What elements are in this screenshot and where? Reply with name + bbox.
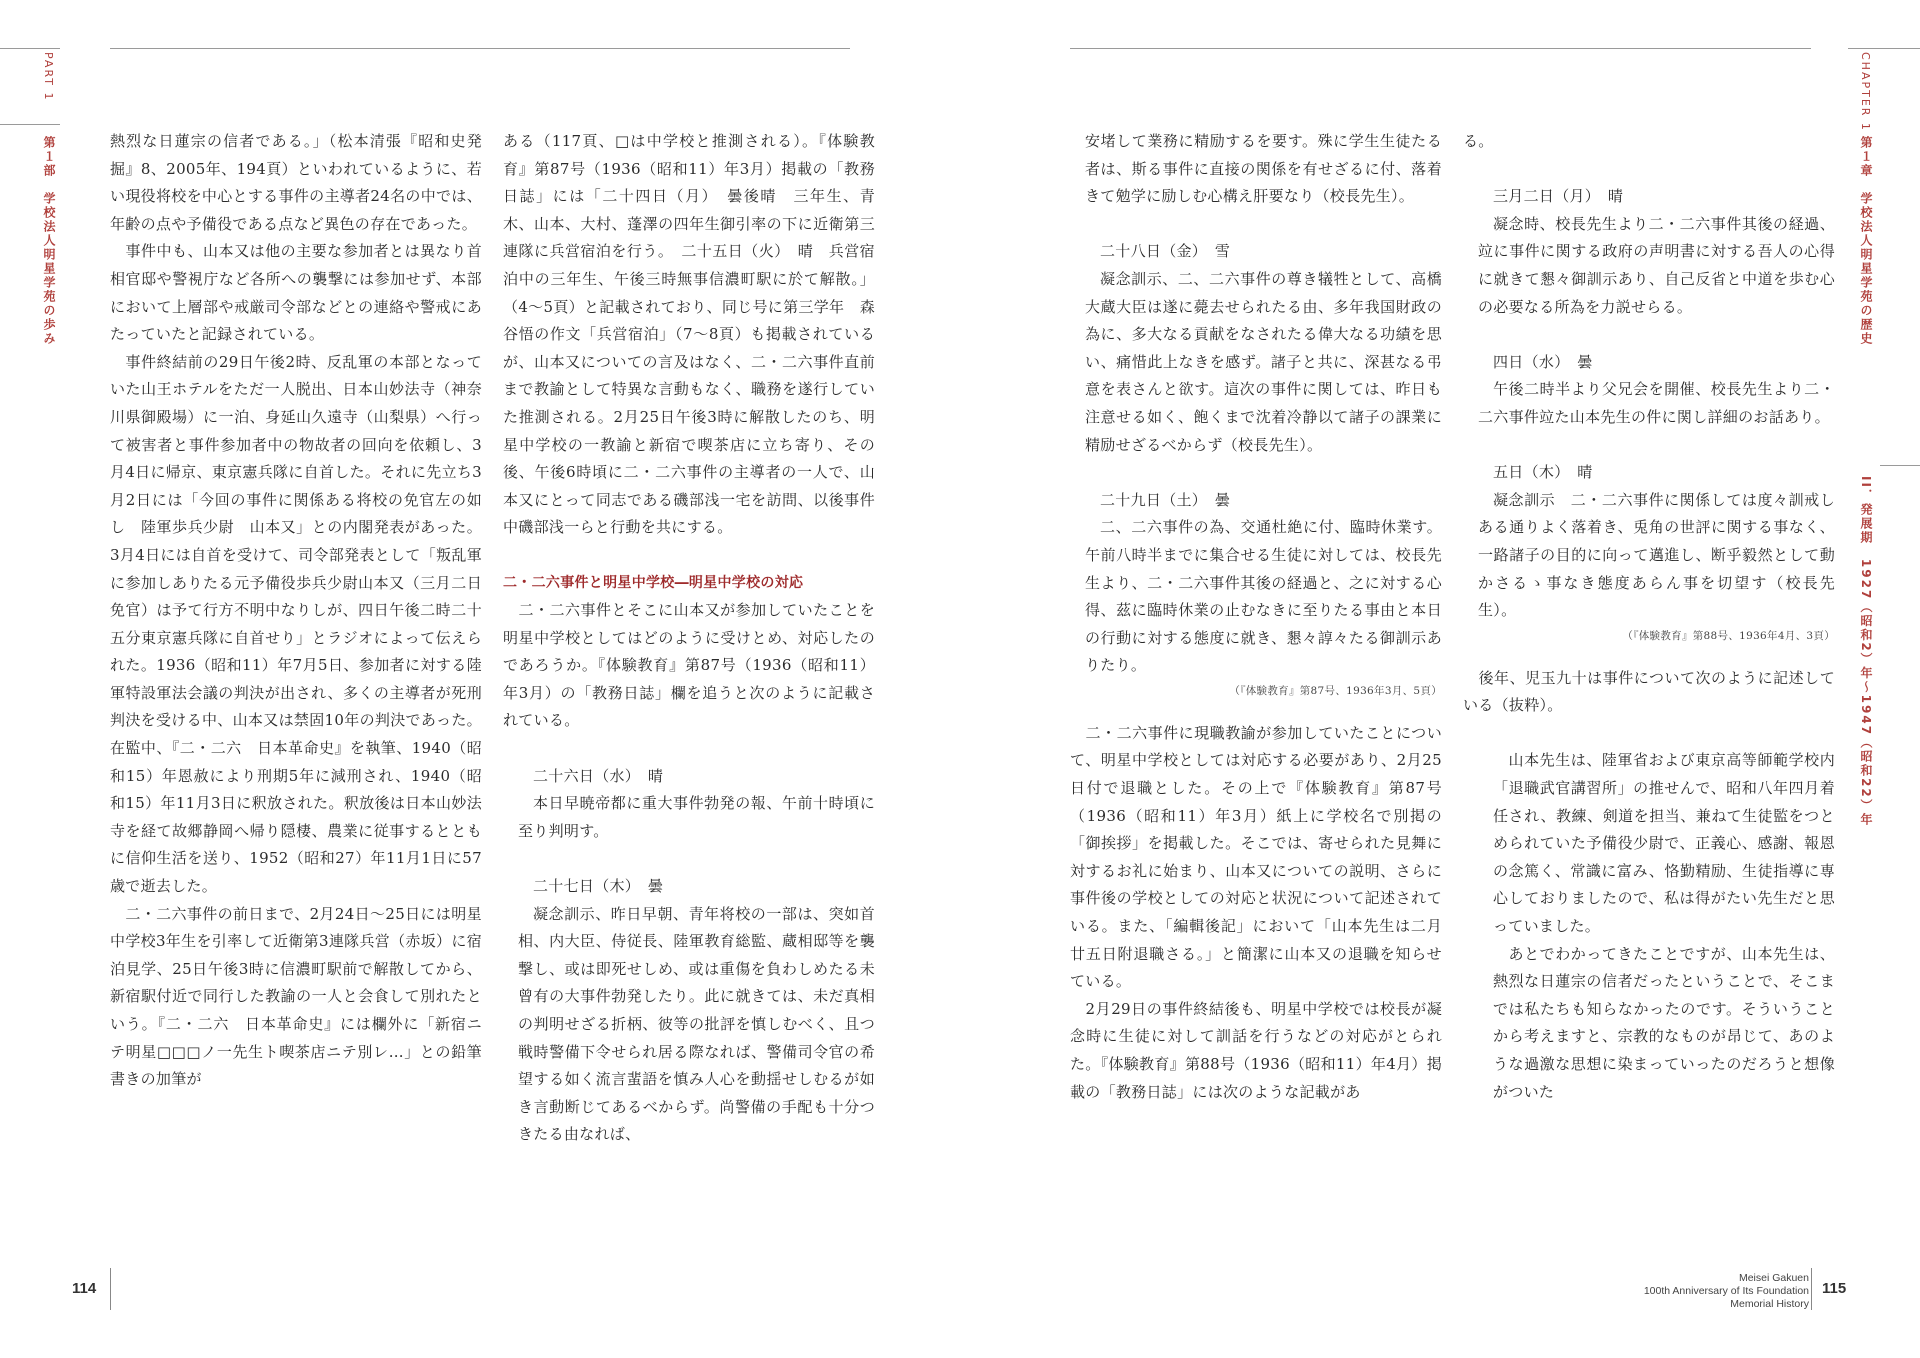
chapter-title: 第１章 学校法人明星学苑の歴史 (1859, 136, 1873, 346)
paragraph: 二・二六事件の前日まで、2月24日～25日には明星中学校3年生を引率して近衛第3連隊兵営（赤坂）に宿泊見学、25日午後3時に信濃町駅前で解散してから、新宿駅付近で同行した教諭の一人と会食して別れたという。『二・二六 日本革命史』には欄外に「新宿ニテ明星□□□ノ一先生ト喫茶店ニテ別レ…」との鉛筆書きの加筆が (110, 904, 482, 1089)
top-rule-left-margin (0, 48, 60, 49)
paragraph: 後年、児玉九十は事件について次のように記述している（抜粋）。 (1463, 668, 1835, 715)
page-number-divider-right (1811, 1268, 1812, 1310)
diary-entry: 二、二六事件の為、交通杜絶に付、臨時休業す。午前八時半までに集合せる生徒に対しては、校長先生より、二・二六事件其後の経過と、之に対する心得、茲に臨時休業の止むなきに至りたる事由と本日の行動に対する態度に就き、懇々諄々たる御訓示ありたり。 (1085, 518, 1442, 675)
diary-date: 二十六日（水） 晴 (533, 766, 664, 785)
page-right-column-2 (1463, 128, 1835, 1106)
section-heading: 二・二六事件と明星中学校―明星中学校の対応 (503, 574, 804, 591)
paragraph: 事件中も、山本又は他の主要な参加者とは異なり首相官邸や警視庁など各所への襲撃には参加せず、本部において上層部や戒厳司令部などとの連絡や警戒にあたっていたと記録されている。 (110, 242, 482, 344)
paragraph: 二・二六事件に現職教諭が参加していたことについて、明星中学校としては対応する必要があり、2月25日付で退職とした。その上で『体験教育』第87号（1936（昭和11）年3月）紙上に学校名で別掲の「御挨拶」を掲載した。そこでは、寄せられた見舞に対するお礼に始まり、山本又についての説明、さらに事件後の学校としての対応と状況について記述されている。また、「編輯後記」において「山本先生は二月廿五日附退職さる。」と簡潔に山本又の退職を知らせている。 (1070, 723, 1442, 991)
diary-date: 五日（木） 晴 (1493, 463, 1593, 482)
top-rule-right-margin (1848, 48, 1920, 49)
source-citation: （『体験教育』第87号、1936年3月、5頁） (1229, 684, 1442, 697)
diary-entry: 安堵して業務に精励するを要す。殊に学生生徒たる者は、斯る事件に直接の関係を有せざるに付、落着きて勉学に励しむ心構え肝要なり（校長先生）。 (1085, 132, 1442, 206)
left-margin-divider (0, 124, 60, 125)
page-right-column-1 (1070, 128, 1442, 1106)
footer-line: Meisei Gakuen (1738, 1272, 1809, 1284)
diary-date: 二十七日（木） 曇 (533, 877, 664, 896)
page-left-column-1 (110, 128, 482, 1094)
page-number-divider-left (110, 1268, 111, 1310)
page-number-left: 114 (72, 1280, 97, 1297)
book-title-footer (1644, 1272, 1809, 1311)
source-citation: （『体験教育』第88号、1936年4月、3頁） (1622, 629, 1835, 642)
diary-entry: 凝念訓示、昨日早朝、青年将校の一部は、突如首相、内大臣、侍従長、陸軍教育総監、蔵相邸等を襲撃し、或は即死せしめ、或は重傷を負わしめたる未曾有の大事件勃発したり。此に就きては、未だ真相の判明せざる折柄、彼等の批評を慎しむべく、且つ戦時警備下令せられ居る際なれば、警備司令官の希望する如く流言蜚語を慎み人心を動揺せしむるが如き言動断じてあるべからず。尚警備の手配も十分つきたる由なれば、 (518, 904, 875, 1144)
diary-date: 二十九日（土） 曇 (1100, 490, 1231, 509)
paragraph: 二・二六事件とそこに山本又が参加していたことを明星中学校としてはどのように受けとめ、対応したのであろうか。『体験教育』第87号（1936（昭和11）年3月）の「教務日誌」欄を追うと次のように記載されている。 (503, 601, 875, 730)
block-quote: 山本先生は、陸軍省および東京高等師範学校内「退職武官講習所」の推せんで、昭和八年四月着任され、教練、剣道を担当、兼ねて生徒監をつとめられていた予備役少尉で、正義心、感謝、報恩の念篤く、常識に富み、恪勤精励、生徒指導に専心しておりましたので、私は得がたい先生だと思っていました。 (1493, 751, 1835, 936)
footer-line: Memorial History (1730, 1298, 1809, 1310)
page-number-right: 115 (1822, 1280, 1847, 1297)
diary-entry: 本日早暁帝都に重大事件勃発の報、午前十時頃に至り判明す。 (518, 794, 875, 840)
top-rule-left (110, 48, 850, 49)
paragraph: 事件終結前の29日午後2時、反乱軍の本部となっていた山王ホテルをただ一人脱出、日本山妙法寺（神奈川県御殿場）に一泊、身延山久遠寺（山梨県）へ行って被害者と事件参加者中の物故者の回向を依頼し、3月4日に帰京、東京憲兵隊に自首した。それに先立ち3月2日には「今回の事件に関係ある将校の免官左の如し 陸軍歩兵少尉 山本又」との内閣発表があった。3月4日には自首を受けて、司令部発表として「叛乱軍に参加しありたる元予備役歩兵少尉山本又（三月二日免官）は予て行方不明中なりしが、四日午後二時二十五分東京憲兵隊に自首せり」とラジオによって伝えられた。1936（昭和11）年7月5日、参加者に対する陸軍特設軍法会議の判決が出され、多くの主導者が死刑判決を受ける中、山本又は禁固10年の判決であった。在監中、『二・二六 日本革命史』を執筆、1940（昭和15）年恩赦により刑期5年に減刑され、1940（昭和15）年11月3日に釈放された。釈放後は日本山妙法寺を経て故郷静岡へ帰り隠棲、農業に従事するとともに信仰生活を送り、1952（昭和27）年11月1日に57歳で逝去した。 (110, 352, 482, 896)
block-quote: あとでわかってきたことですが、山本先生は、熱烈な日蓮宗の信者だったということで、そこまでは私たちも知らなかったのです。そういうことから考えますと、宗教的なものが昂じて、あのような過激な思想に染まっていったのだろうと想像がついた (1493, 944, 1835, 1101)
diary-entry: 午後二時半より父兄会を開催、校長先生より二・二六事件竝た山本先生の件に関し詳細のお話あり。 (1478, 380, 1835, 426)
right-margin-divider (1880, 465, 1920, 466)
diary-date: 三月二日（月） 晴 (1493, 187, 1624, 206)
paragraph: 2月29日の事件終結後も、明星中学校では校長が凝念時に生徒に対して訓話を行うなどの対応がとられた。『体験教育』第88号（1936（昭和11）年4月）掲載の「教務日誌」には次のような記載があ (1070, 999, 1442, 1101)
top-rule-right (1070, 48, 1811, 49)
paragraph: ある（117頁、□は中学校と推測される）。『体験教育』第87号（1936（昭和11）年3月）掲載の「教務日誌」には「二十四日（月） 曇後晴 三年生、青木、山本、大村、蓬澤の四年生御引率の下に近衛第三連隊に兵営宿泊を行う。 二十五日（火） 晴 兵営宿泊中の三年生、午後三時無事信濃町駅に於て解散。」（4～5頁）と記載されており、同じ号に第三学年 森谷悟の作文「兵営宿泊」（7～8頁）も掲載されているが、山本又についての言及はなく、二・二六事件直前まで教諭として特異な言動もなく、職務を遂行していた推測される。2月25日午後3時に解散したのち、明星中学校の一教諭と新宿で喫茶店に立ち寄り、その後、午後6時頃に二・二六事件の主導者の一人で、山本又にとって同志である磯部浅一宅を訪問、以後事件中磯部浅一らと行動を共にする。 (503, 132, 875, 537)
footer-line: 100th Anniversary of Its Foundation (1643, 1285, 1809, 1297)
diary-entry: 凝念訓示、二、二六事件の尊き犠牲として、高橋大蔵大臣は遂に薨去せられたる由、多年我国財政の為に、多大なる貢献をなされたる偉大なる功績を思い、痛惜此上なきを感ず。諸子と共に、深甚なる弔意を表さんと欲す。這次の事件に関しては、昨日も注意せる如く、飽くまで沈着冷静以て諸子の課業に精励せざるべからず（校長先生）。 (1085, 269, 1442, 454)
part-title: 第１部 学校法人明星学苑の歩み (42, 136, 56, 346)
diary-entry: 凝念訓示 二・二六事件に関係しては度々訓戒しある通りよく落着き、兎角の世評に関する事なく、一路諸子の目的に向って邁進し、断乎毅然として動かさるゝ事なき態度あらん事を切望す（校長先生）。 (1478, 490, 1835, 620)
diary-date: 二十八日（金） 雪 (1100, 242, 1231, 261)
part-label: PART 1 (42, 52, 55, 102)
diary-date: 四日（水） 曇 (1493, 352, 1593, 371)
section-title: II．発展期 1927（昭和2）年〜1947（昭和22）年 (1859, 476, 1873, 827)
paragraph: る。 (1463, 132, 1494, 150)
diary-entry: 凝念時、校長先生より二・二六事件其後の経過、竝に事件に関する政府の声明書に対する吾人の心得に就きて懇々御訓示あり、自己反省と中道を歩む心の必要なる所為を力説せらる。 (1478, 214, 1835, 316)
paragraph: 熱烈な日蓮宗の信者である。」（松本清張『昭和史発掘』8、2005年、194頁）といわれているように、若い現役将校を中心とする事件の主導者24名の中では、年齢の点や予備役である点など異色の存在であった。 (110, 132, 482, 233)
page-left-column-2 (503, 128, 875, 1149)
chapter-label: CHAPTER 1 (1859, 52, 1872, 132)
